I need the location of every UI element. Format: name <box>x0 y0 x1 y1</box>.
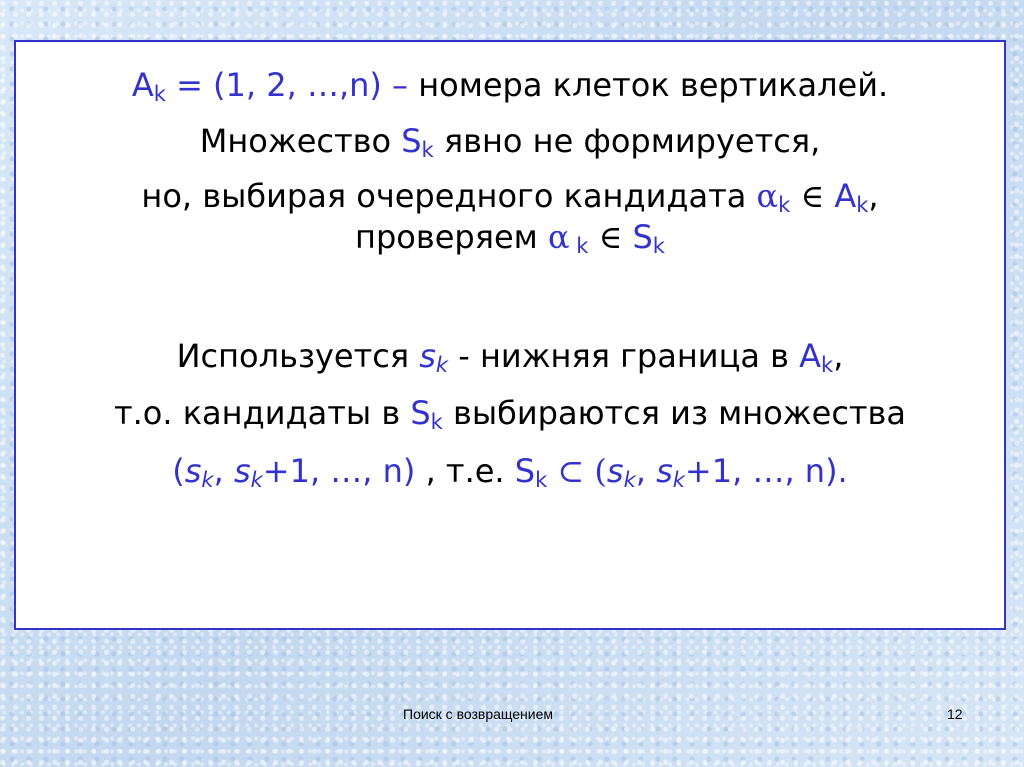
line-3-comma: , <box>868 177 879 215</box>
slide-content-panel <box>14 40 1006 630</box>
set-a-symbol: $A_k$ <box>799 337 834 377</box>
line-3 <box>16 176 1004 216</box>
range-expression-2: $S_k$ ⊂ ($s_k$, $s_k+1$, …, n). <box>514 452 848 492</box>
line-5-comma: , <box>833 337 844 375</box>
line-1 <box>16 65 1004 105</box>
element-of-symbol: ∈ <box>790 177 835 215</box>
line-2-text-a: Множество <box>199 122 402 160</box>
line-2-text-b: явно не формируется, <box>433 122 821 160</box>
set-s-symbol: $S_k$ <box>632 218 665 258</box>
line-6-text-a: т.о. кандидаты в <box>113 394 411 432</box>
set-a-symbol: $A_k$ <box>834 177 869 217</box>
line-1-text: номера клеток вертикалей. <box>418 66 889 104</box>
set-a-symbol: $A_k$ <box>131 66 166 106</box>
line-6-text-b: выбираются из множества <box>442 394 907 432</box>
set-s-symbol: $S_k$ <box>410 394 443 434</box>
line-5-text-a: Используется <box>176 337 420 375</box>
line-5-text-b: - нижняя граница в <box>448 337 800 375</box>
line-4 <box>16 217 1004 257</box>
lower-bound-symbol: $s_k$ <box>419 337 449 377</box>
alpha-symbol: $\alpha_k$ <box>756 177 791 217</box>
range-expression-1: ($s_k$, $s_k+1$, …, n) <box>172 452 416 492</box>
line-4-text-a: проверяем <box>355 218 548 256</box>
line-6 <box>16 393 1004 433</box>
line-5 <box>16 336 1004 376</box>
set-s-symbol: $S_k$ <box>401 122 434 162</box>
line-7 <box>16 451 1004 491</box>
element-of-symbol: ∈ <box>588 218 633 256</box>
page-number: 12 <box>947 706 963 722</box>
footer-title: Поиск с возвращением <box>403 706 554 722</box>
line-3-text-a: но, выбирая очередного кандидата <box>141 177 757 215</box>
set-a-definition: = (1, 2, …,n) – <box>165 66 419 104</box>
alpha-symbol: α $_k$ <box>547 218 589 258</box>
line-2 <box>16 121 1004 161</box>
line-7-text: , т.е. <box>415 452 515 490</box>
